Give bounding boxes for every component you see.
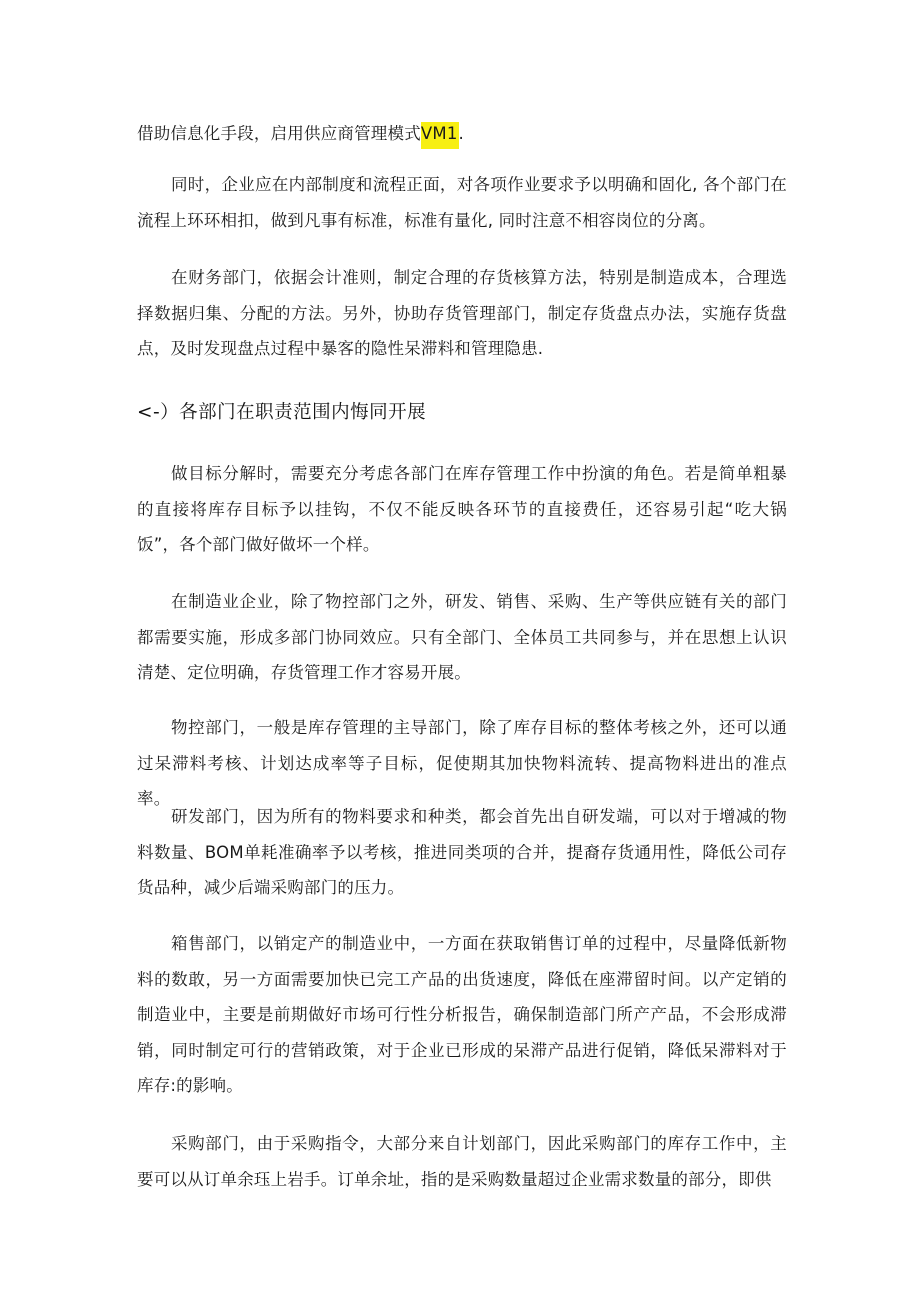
paragraph-sales-department: 箱售部门，以销定产的制造业中，一方面在获取销售订单的过程中，尽量降低新物料的数敢，另一方面需要加快已完工产品的出货速度，降低在座滞留时间。以产定销的制造业中，主要是前期做好市场可行性分析报告，确保制造部门所产产品，不会形成滞销，同时制定可行的营销政策，对于企业已形成的呆滞产品进行促销，降低呆滞料对于库存:的影响。 [137,934,787,1095]
paragraph-internal-process: 同时，企业应在内部制度和流程正面，对各项作业要求予以明确和固化, 各个部门在流程上环环相扣，做到凡事有标准，标准有量化, 同时注意不相容岗位的分离。 [137,175,787,230]
paragraph-rnd-department: 研发部门，因为所有的物料要求和种类，都会首先出自研发端，可以对于增减的物料数量、BOM单耗准确率予以考核，推进同类项的合并，提裔存货通用性，降低公司存货品种，减少后端采购部门的压力。 [137,807,787,897]
paragraph-vmi [137,116,787,152]
highlighted-term: VM1 [421,122,459,149]
section-heading: <-）各部门在职责范围内悔同开展 [137,402,427,423]
paragraph-vmi-tail: . [458,124,464,143]
paragraph-material-control: 物控部门，一般是库存管理的主导部门，除了库存目标的整体考核之外，还可以通过呆滞料考核、计划达成率等子目标，促使期其加快物料流转、提高物料进出的准点率。 [137,718,787,808]
paragraph-goal-decomposition: 做目标分解时，需要充分考虑各部门在库存管理工作中扮演的角色。若是简单粗暴的直接将库存目标予以挂钩，不仅不能反映各环节的直接费任，还容易引起“吃大锅饭”，各个部门做好做坏一个样。 [137,464,787,554]
paragraph-finance-department: 在财务部门，依据会计准则，制定合理的存货核算方法，特别是制造成本，合理选择数据归集、分配的方法。另外，协助存货管理部门，制定存货盘点办法，实施存货盘点，及时发现盘点过程中暴客的隐性呆滞料和管理隐患. [137,268,787,358]
paragraph-manufacturing-enterprise: 在制造业企业，除了物控部门之外，研发、销售、采购、生产等供应链有关的部门都需要实施，形成多部门协同效应。只有全部门、全体员工共同参与，并在思想上认识清楚、定位明确，存货管理工作才容易开展。 [137,592,787,682]
paragraph-vmi-text: 借助信息化手段，启用供应商管理模式 [137,124,421,143]
paragraph-purchasing-department: 采购部门，由于采购指令，大部分来自计划部门，因此采购部门的库存工作中，主要可以从订单余珏上岩手。订单余址，指的是采购数量超过企业需求数量的部分，即供 [137,1134,787,1189]
